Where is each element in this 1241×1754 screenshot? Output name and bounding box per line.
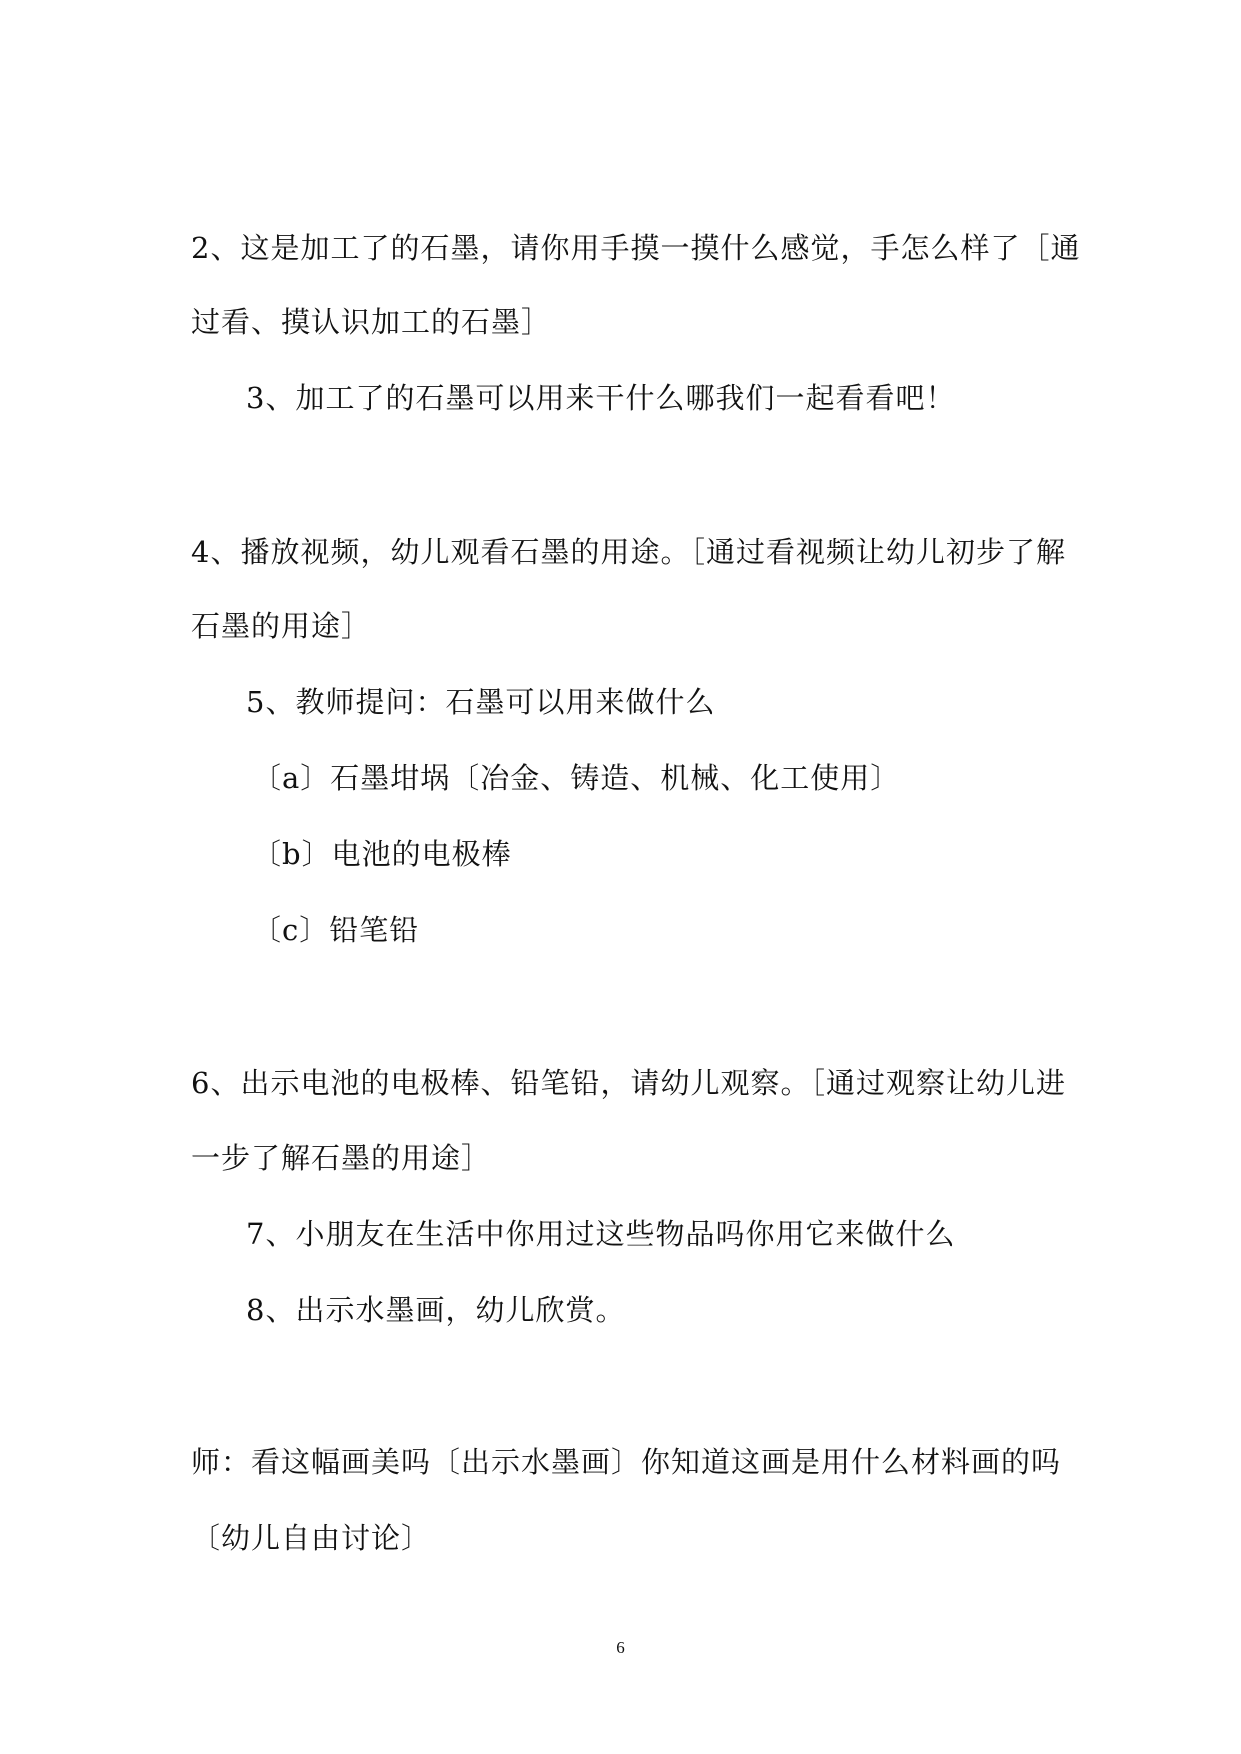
paragraph-line: 2、这是加工了的石墨，请你用手摸一摸什么感觉，手怎么样了［通 bbox=[191, 231, 1081, 265]
paragraph-line: 8、出示水墨画，幼儿欣赏。 bbox=[246, 1293, 626, 1327]
paragraph-line: 5、教师提问：石墨可以用来做什么 bbox=[246, 685, 716, 719]
paragraph-line: 石墨的用途］ bbox=[191, 609, 372, 643]
paragraph-line: 4、播放视频，幼儿观看石墨的用途。［通过看视频让幼儿初步了解 bbox=[191, 535, 1066, 569]
paragraph-line: 6、出示电池的电极棒、铅笔铅，请幼儿观察。［通过观察让幼儿进 bbox=[191, 1066, 1066, 1100]
list-item: 〔c〕铅笔铅 bbox=[252, 913, 420, 947]
paragraph-line: 7、小朋友在生活中你用过这些物品吗你用它来做什么 bbox=[246, 1217, 956, 1251]
paragraph-line: 3、加工了的石墨可以用来干什么哪我们一起看看吧！ bbox=[246, 381, 956, 415]
paragraph-line: 师：看这幅画美吗〔出示水墨画〕你知道这画是用什么材料画的吗 bbox=[191, 1445, 1062, 1479]
list-item: 〔a〕石墨坩埚〔冶金、铸造、机械、化工使用〕 bbox=[252, 761, 901, 795]
list-item: 〔b〕电池的电极棒 bbox=[252, 837, 512, 871]
paragraph-line: 〔幼儿自由讨论〕 bbox=[191, 1521, 432, 1555]
paragraph-line: 一步了解石墨的用途］ bbox=[191, 1141, 492, 1175]
page-number: 6 bbox=[616, 1638, 625, 1657]
paragraph-line: 过看、摸认识加工的石墨］ bbox=[191, 305, 552, 339]
